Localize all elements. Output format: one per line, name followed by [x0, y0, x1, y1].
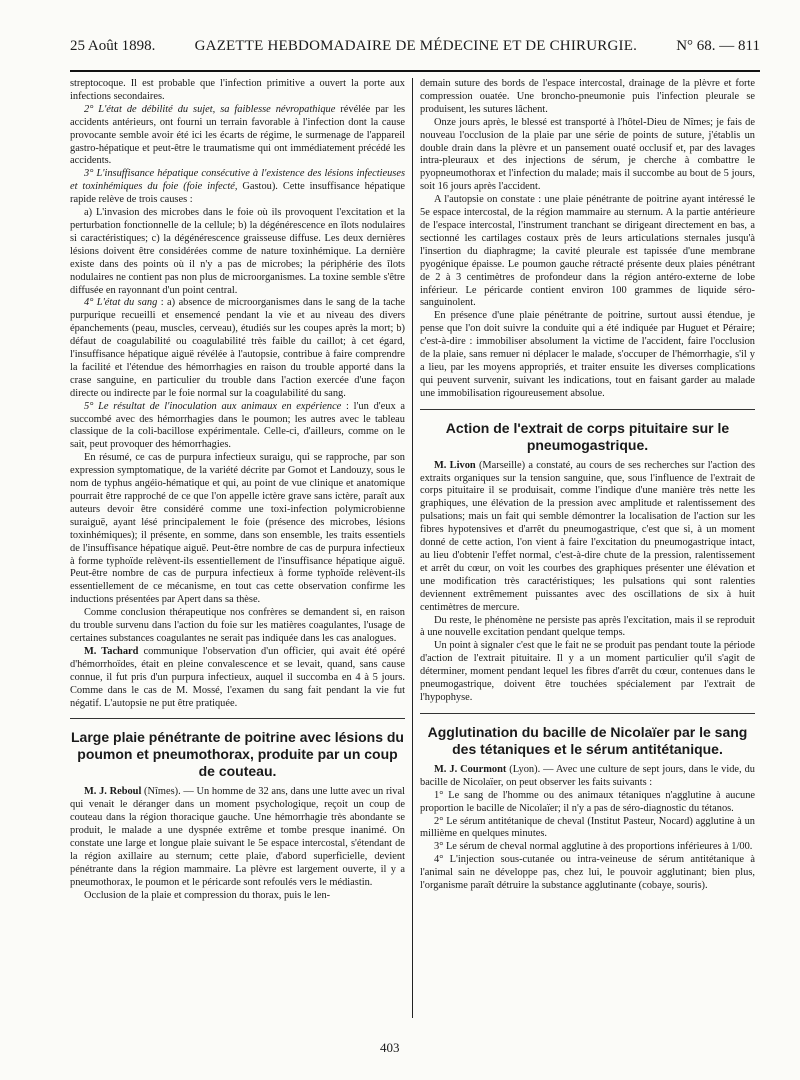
- paragraph-text: communique l'observation d'un officier, qui avait été opéré d'hémorrhoïdes, était en pleine convalescence et se levait, quand, sans cause connue, il fut pris d'un purpura infectieux, auquel il succomba en 4 à 5 jours. Comme dans le cas de M. Mossé, l'examen du sang fait pendant la vie fut négatif. L'autopsie ne put être pratiquée.: [70, 645, 405, 709]
- author-name: M. Tachard: [84, 645, 139, 657]
- text-columns: [70, 78, 760, 1018]
- paragraph-text: révélée par les accidents antérieurs, ont fourni un terrain favorable à l'infection dont la cause provocante semble avoir été ici les écarts de régime, le surmenage de l'appareil gastro-hépatique et peut-être le traumatisme qui ont immédiatement précédé les accidents.: [70, 103, 405, 167]
- paragraph-heading: 5° Le résultat de l'inoculation aux animaux en expérience: [84, 400, 342, 412]
- paragraph: 3° Le sérum de cheval normal agglutine à des proportions inférieures à 1/00.: [434, 841, 753, 853]
- journal-title: GAZETTE HEBDOMADAIRE DE MÉDECINE ET DE CHIRURGIE.: [194, 38, 638, 54]
- paragraph: En présence d'une plaie pénétrante de poitrine, surtout aussi étendue, je pense que l'on doit suivre la conduite qui a été indiquée par Huguet et Péraire; c'est-à-dire : immobiliser absolument la victime de l'accident, faire l'occlusion de la plaie, sans remuer ni déplacer le malade, s'occuper de l'hémorrhagie, s'il y a lieu, par les moyens appropriés, et traiter ensuite les diverses complications qui peuvent survenir, suivant les indications, tout en faisant garder au malade une immobilisation rigoureusement absolue.: [420, 310, 755, 399]
- paragraph-text: : a) absence de microorganismes dans le sang de la tache purpurique recueilli et ensemencé pendant la vie et au niveau des divers épanchements (peau, muscles, cerveau), étudiés sur les coupes après la mort; b) défaut de coagulabilité ou coagulabilité très faible du caillot; à cet égard, l'insuffisance hépatique aiguë révélée à l'autopsie, contribue à faire comprendre la facilité et l'étendue des hémorrhagies en raison du trouble apporté dans la crase sanguine, en particulier du trouble dans l'action exercée d'une façon directe ou indirecte par le foie normal sur la coagulabilité du sang.: [70, 297, 405, 399]
- paragraph: [420, 460, 755, 615]
- paragraph-text: Gastou). Cette insuffisance hépatique rapide relève de trois causes :: [70, 181, 405, 206]
- paragraph: Un point à signaler c'est que le fait ne se produit pas pendant toute la période d'action de l'extrait pituitaire. Il y a un moment particulier qu'il s'agit de déterminer, moment pendant lequel les fibres d'arrêt du cœur, contenues dans le pneumogastrique, doivent être touchées spécialement par l'extrait de l'hypophyse.: [420, 640, 755, 703]
- issue-page-number: N° 68. — 811: [676, 38, 760, 54]
- paragraph-text: (Lyon). — Avec une culture de sept jours, dans le vide, du bacille de Nicolaïer, on peut observer les faits suivants :: [420, 763, 755, 788]
- paragraph: Occlusion de la plaie et compression du thorax, puis le len-: [84, 889, 331, 901]
- paragraph-heading: 2° L'état de débilité du sujet, sa faiblesse névropathique: [84, 103, 336, 115]
- paragraph: [70, 168, 405, 207]
- paragraph-heading: 4° L'état du sang: [84, 297, 158, 309]
- paragraph: A l'autopsie on constate : une plaie pénétrante de poitrine ayant intéressé le 5e espace intercostal, de la région mammaire au sternum. A la partie antérieure de l'espace intercostal, l'instrument tranchant se dirigeant directement en bas, a sectionné les cartilages costaux près de leurs articulations sternales jusqu'à l'insertion du diaphragme; la cavité pleurale est tapissée d'une membrane pyogénique épaisse. Le poumon gauche rétracté présente deux plaies pénétrant de 2 à 3 centimètres de profondeur dans la région antéro-externe de lobe inférieur. Le péricarde contient environ 100 grammes de liquide séro-sanguinolent.: [420, 194, 755, 309]
- paragraph: [70, 297, 405, 400]
- right-column: [420, 78, 755, 1018]
- paragraph: En résumé, ce cas de purpura infectieux suraigu, qui se rapproche, par son expression symptomatique, de la variété décrite par Gomot et Landouzy, sous le nom de typhus angéio-hématique et qui, au point de vue clinique et anatomique pourrait être rapproché de ce que l'on appelle ictère grave sans ictère, paraît aux auteurs devoir être considéré comme une toxi-infection polymicrobienne suraiguë, ayant lésé principalement le foie (présence des microbes, lésions toxinhémiques); il présente, en somme, dans son ensemble, les traits essentiels de l'insuffisance hépatique aiguë. Peut-être nombre de cas de purpura infectieux à forme typhoïde relèvent-ils essentiellement de l'insuffisance hépatique aiguë. Peut-être nombre de cas de purpura infectieux à forme typhoïde relèvent-ils essentiellement de ce mécanisme, en tout cas cette observation confirme les inductions présentées par Apert dans sa thèse.: [70, 452, 405, 606]
- paragraph: [70, 401, 405, 453]
- header-date: 25 Août 1898.: [70, 38, 156, 54]
- paragraph-text: (Nîmes). — Un homme de 32 ans, dans une lutte avec un rival qui venait le déranger dans un moment psychologique, reçoit un coup de couteau dans la région thoracique gauche. Une hémorrhagie très abondante se produit, le malade a une dyspnée extrême et tombe presque inanimé. On constate une large et longue plaie suivant le 5e espace intercostal, s'étendant de la région axillaire au sternum; cette plaie, d'abord superficielle, devient pénétrante dans la région mammaire. La plèvre est largement ouverte, il y a pneumothorax, le poumon et le péricarde sont refoulés vers le médiastin.: [70, 786, 405, 888]
- paragraph: [70, 104, 405, 169]
- author-name: M. Livon: [434, 459, 476, 471]
- section-heading: Agglutination du bacille de Nicolaïer par le sang des tétaniques et le sérum antitétanique.: [427, 723, 748, 757]
- paragraph: 2° Le sérum antitétanique de cheval (Institut Pasteur, Nocard) agglutine à un millième en quelques minutes.: [420, 815, 755, 840]
- paragraph: [70, 646, 405, 711]
- paragraph: a) L'invasion des microbes dans le foie où ils provoquent l'excitation et la perturbation fonctionnelle de la cellule; b) la dégénérescence en îlots nodulaires si caractéristiques; c) la dégénérescence graisseuse diffuse. Les deux dernières lésions doivent être considérées comme de nature toxinhémique. La dernière existe dans des points où il n'y a pas de microbes; la périphérie des îlots nodulaires ne contient pas non plus de microorganismes. La toxine semble s'être diffusée en rayonnant d'un point central.: [70, 207, 405, 296]
- paragraph: 1° Le sang de l'homme ou des animaux tétaniques n'agglutine à aucune proportion le bacille de Nicolaïer; il n'y a pas de séro-diagnostic du tétanos.: [420, 789, 755, 814]
- section-heading: Large plaie pénétrante de poitrine avec lésions du poumon et pneumothorax, produite par un coup de couteau.: [71, 729, 404, 780]
- paragraph-heading: 3° L'insuffisance hépatique consécutive à l'existence des lésions infectieuses et toxinhémiques du foie (foie infecté,: [70, 168, 405, 193]
- paragraph: Du reste, le phénomène ne persiste pas après l'excitation, mais il se reproduit à une nouvelle excitation pendant quelque temps.: [420, 614, 755, 639]
- section-separator: [70, 718, 405, 719]
- section-separator: [420, 713, 755, 714]
- column-divider: [412, 78, 413, 1018]
- author-name: M. J. Courmont: [434, 763, 507, 775]
- page-number: 403: [380, 1040, 400, 1055]
- running-header: [70, 38, 760, 64]
- header-rule: [70, 70, 760, 72]
- paragraph-text: : l'un d'eux a succombé avec des hémorrhagies dans le poumon; les autres avec le tableau classique de la coli-bacillose expérimentale. Celle-ci, d'ailleurs, comme on le sait, peut provoquer des hémorrhagies.: [70, 400, 405, 451]
- paragraph-text: (Marseille) a constaté, au cours de ses recherches sur l'action des extraits organiques sur la tension sanguine, que, sous l'influence de l'extrait de corps pituitaire il se produisait, comme l'indique d'une manière très nette les graphiques, une élévation de la pression avec amplitude et ralentissement des pulsations; mais un fait qui semble démontrer la localisation de l'action sur les fibres hypotensives et d'arrêt du pneumogastrique, c'est que si, à un moment donné de cette action, l'on vient à faire l'excitation du pneumogastrique intact, au lieu d'obtenir l'effet normal, c'est-à-dire chute de la pression, ralentissement et arrêt du cœur, on voit les courbes des graphiques présenter une élévation et une modification très caractéristiques; les pulsations qui sont ralenties deviennent extrêmement puissantes avec des oscillations de six à huit centimètres de mercure.: [420, 459, 755, 613]
- paragraph: Onze jours après, le blessé est transporté à l'hôtel-Dieu de Nîmes; je fais de nouveau l'occlusion de la plaie par une série de points de suture, j'établis un double drain dans la plèvre et un pansement ouaté occlusif et, par des lavages intra-pleuraux et des injections de sérum, je cherche à combattre le pyopneumothorax et l'infection du malade; mais il succombe au bout de 5 jours, soit 16 jours après l'accident.: [420, 116, 755, 193]
- paragraph: streptocoque. Il est probable que l'infection primitive a ouvert la porte aux infections secondaires.: [70, 78, 405, 102]
- paragraph: [70, 786, 405, 889]
- section-heading: Action de l'extrait de corps pituitaire sur le pneumogastrique.: [445, 419, 730, 453]
- left-column: [70, 78, 405, 1018]
- paragraph: [420, 764, 755, 790]
- section-separator: [420, 409, 755, 410]
- paragraph: demain suture des bords de l'espace intercostal, drainage de la plèvre et forte compression ouatée. Une broncho-pneumonie puis l'infection pleurale se produisent, les sutures lâchent.: [420, 78, 755, 115]
- paragraph: 4° L'injection sous-cutanée ou intra-veineuse de sérum antitétanique à l'animal sain ne développe pas, chez lui, le pouvoir agglutinant; bien plus, l'organisme paraît détruire la substance agglutinante (cobaye, souris).: [420, 854, 755, 892]
- paragraph: Comme conclusion thérapeutique nos confrères se demandent si, en raison du trouble survenu dans l'action du foie sur les matières coagulantes, l'usage de certaines substances coagulantes ne serait pas indiquée dans les cas analogues.: [70, 607, 405, 644]
- author-name: M. J. Reboul: [84, 786, 142, 798]
